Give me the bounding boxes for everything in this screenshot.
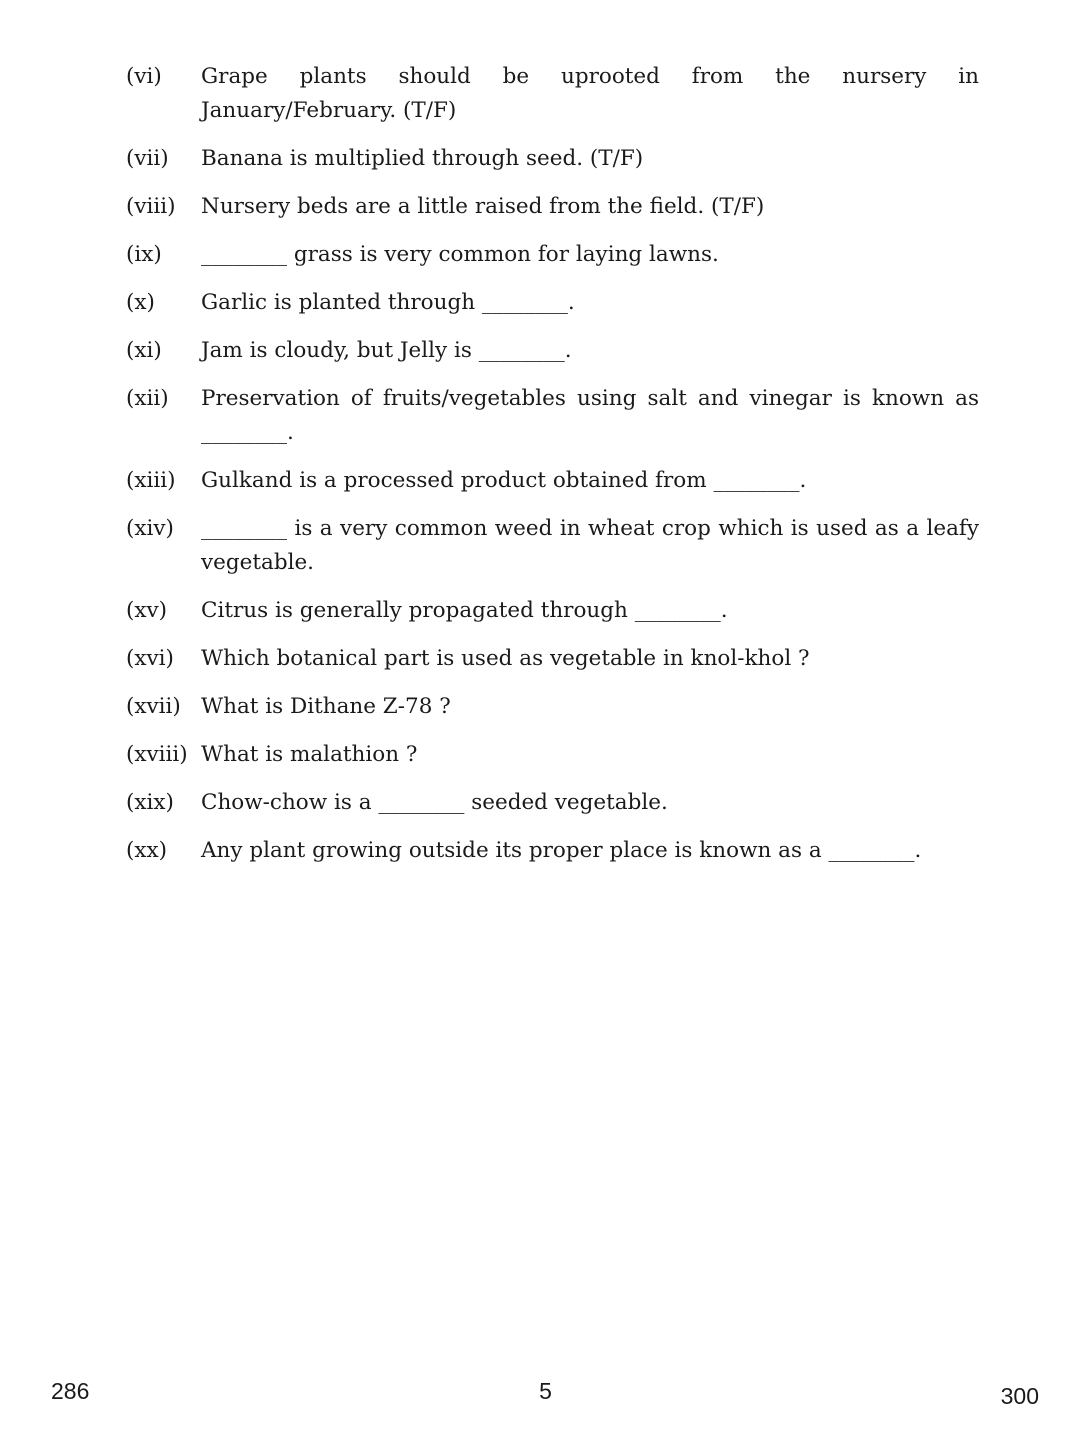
question-text: Grape plants should be uprooted from the nursery in January/February. (T/F) (201, 64, 979, 123)
question-number: (vi) (126, 64, 162, 89)
footer-right-number: 300 (1000, 1383, 1039, 1409)
question-text: What is Dithane Z-78 ? (201, 694, 451, 719)
question-text: Jam is cloudy, but Jelly is ________. (201, 338, 572, 363)
question-list (126, 60, 979, 882)
question-item (126, 690, 979, 724)
question-item (126, 238, 979, 272)
question-text: ________ is a very common weed in wheat crop which is used as a leafy vegetable. (201, 516, 979, 575)
question-number: (xiii) (126, 468, 176, 493)
question-number: (xix) (126, 790, 174, 815)
question-number: (xviii) (126, 742, 188, 767)
question-text: Banana is multiplied through seed. (T/F) (201, 146, 644, 171)
question-item (126, 642, 979, 676)
question-text: Chow-chow is a ________ seeded vegetable. (201, 790, 668, 815)
question-text: Which botanical part is used as vegetable in knol-khol ? (201, 646, 810, 671)
question-item (126, 334, 979, 368)
question-number: (xv) (126, 598, 168, 623)
question-number: (xii) (126, 386, 169, 411)
question-number: (xx) (126, 838, 168, 863)
question-item (126, 190, 979, 224)
question-number: (vii) (126, 146, 169, 171)
question-number: (viii) (126, 194, 176, 219)
question-item (126, 594, 979, 628)
question-item (126, 464, 979, 498)
question-item (126, 286, 979, 320)
question-number: (ix) (126, 242, 162, 267)
question-item (126, 738, 979, 772)
question-item (126, 60, 979, 128)
question-text: Preservation of fruits/vegetables using salt and vinegar is known as ________. (201, 386, 979, 445)
question-text: Garlic is planted through ________. (201, 290, 575, 315)
question-text: Citrus is generally propagated through ________. (201, 598, 728, 623)
question-number: (xiv) (126, 516, 174, 541)
question-item (126, 382, 979, 450)
question-number: (x) (126, 290, 155, 315)
page-number: 5 (539, 1378, 552, 1404)
question-text: Nursery beds are a little raised from the field. (T/F) (201, 194, 765, 219)
question-item (126, 786, 979, 820)
question-number: (xvi) (126, 646, 174, 671)
question-item (126, 142, 979, 176)
question-item (126, 834, 979, 868)
question-number: (xvii) (126, 694, 181, 719)
question-text: Gulkand is a processed product obtained from ________. (201, 468, 807, 493)
question-text: Any plant growing outside its proper place is known as a ________. (201, 838, 922, 863)
question-number: (xi) (126, 338, 162, 363)
paper-code: 286 (51, 1378, 90, 1404)
question-text: What is malathion ? (201, 742, 418, 767)
question-item (126, 512, 979, 580)
question-text: ________ grass is very common for laying lawns. (201, 242, 719, 267)
